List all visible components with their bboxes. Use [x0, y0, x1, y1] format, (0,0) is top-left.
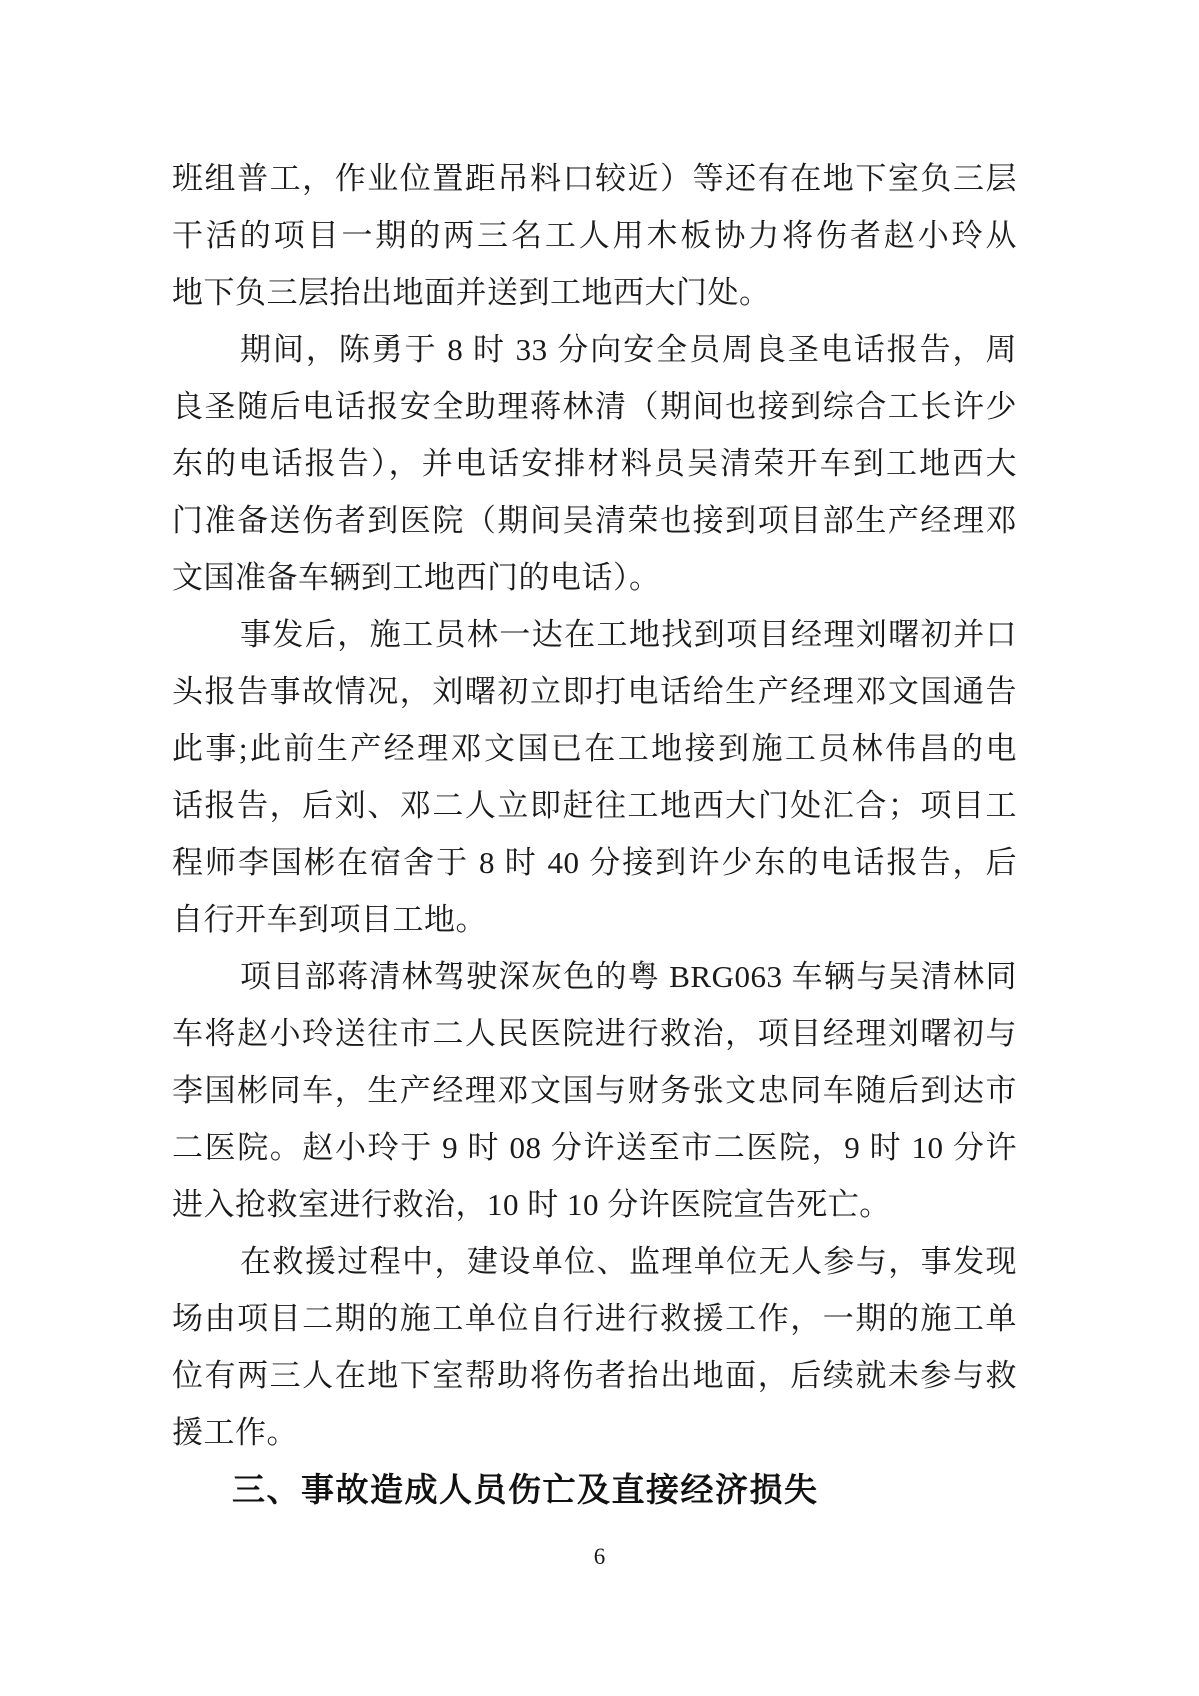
- paragraph-line: 自行开车到项目工地。: [172, 902, 487, 937]
- paragraphs-container: [172, 150, 1017, 1461]
- paragraph-line: 位有两三人在地下室帮助将伤者抬出地面，后续就未参与救: [172, 1358, 1017, 1393]
- paragraph-line: 李国彬同车，生产经理邓文国与财务张文忠同车随后到达市: [172, 1073, 1017, 1108]
- paragraph-line: 进入抢救室进行救治，10 时 10 分许医院宣告死亡。: [172, 1187, 891, 1222]
- paragraph: [172, 948, 1017, 1233]
- paragraph: [172, 150, 1017, 321]
- paragraph-line: 项目部蒋清林驾驶深灰色的粤 BRG063 车辆与吴清林同: [240, 959, 1017, 994]
- paragraph-line: 头报告事故情况，刘曙初立即打电话给生产经理邓文国通告: [172, 674, 1017, 709]
- paragraph: [172, 1233, 1017, 1461]
- paragraph-line: 车将赵小玲送往市二人民医院进行救治，项目经理刘曙初与: [172, 1016, 1017, 1051]
- paragraph-line: 门准备送伤者到医院（期间吴清荣也接到项目部生产经理邓: [172, 503, 1017, 538]
- paragraph-line: 班组普工，作业位置距吊料口较近）等还有在地下室负三层: [172, 161, 1017, 196]
- section-heading: 三、事故造成人员伤亡及直接经济损失: [232, 1471, 819, 1508]
- paragraph-line: 二医院。赵小玲于 9 时 08 分许送至市二医院，9 时 10 分许: [172, 1130, 1017, 1165]
- paragraph-line: 期间，陈勇于 8 时 33 分向安全员周良圣电话报告，周: [240, 332, 1017, 367]
- paragraph-line: 地下负三层抬出地面并送到工地西大门处。: [172, 275, 771, 310]
- paragraph-line: 在救援过程中，建设单位、监理单位无人参与，事发现: [240, 1244, 1017, 1279]
- paragraph-line: 话报告，后刘、邓二人立即赶往工地西大门处汇合；项目工: [172, 788, 1017, 823]
- paragraph-line: 文国准备车辆到工地西门的电话）。: [172, 560, 661, 595]
- paragraph: [172, 321, 1017, 606]
- paragraph-line: 东的电话报告），并电话安排材料员吴清荣开车到工地西大: [172, 446, 1017, 481]
- document-body: [172, 150, 1017, 1518]
- paragraph-line: 此事;此前生产经理邓文国已在工地接到施工员林伟昌的电: [172, 731, 1017, 766]
- paragraph-line: 场由项目二期的施工单位自行进行救援工作，一期的施工单: [172, 1301, 1017, 1336]
- paragraph-line: 事发后，施工员林一达在工地找到项目经理刘曙初并口: [240, 617, 1017, 652]
- page-number: 6: [593, 1544, 606, 1569]
- paragraph: [172, 606, 1017, 948]
- paragraph-line: 干活的项目一期的两三名工人用木板协力将伤者赵小玲从: [172, 218, 1017, 253]
- paragraph-line: 援工作。: [172, 1415, 298, 1450]
- paragraph-line: 程师李国彬在宿舍于 8 时 40 分接到许少东的电话报告，后: [172, 845, 1017, 880]
- paragraph-line: 良圣随后电话报安全助理蒋林清（期间也接到综合工长许少: [172, 389, 1017, 424]
